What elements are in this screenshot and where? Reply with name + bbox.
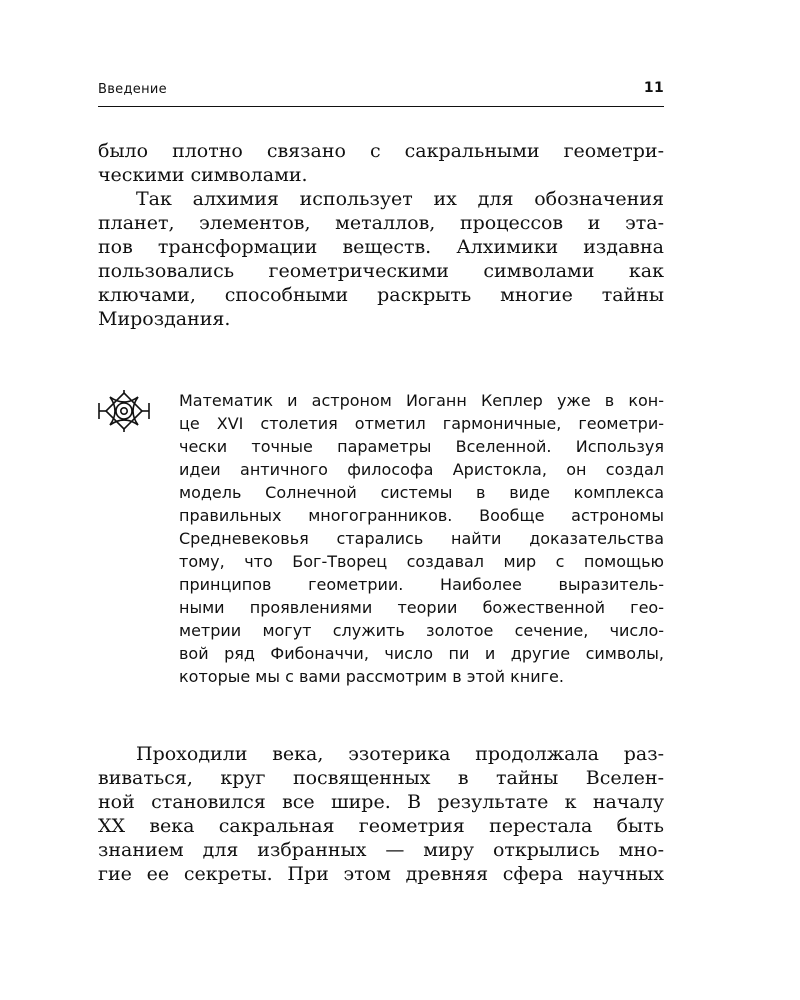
body-line: гие ее секреты. При этом древняя сфера научных <box>98 863 664 885</box>
sidebar-line: принципов геометрии. Наиболее выразитель- <box>179 575 664 594</box>
sidebar-line: Математик и астроном Иоганн Кеплер уже в кон- <box>179 391 664 410</box>
section-title: Введение <box>98 82 167 97</box>
sidebar-line: правильных многогранников. Вообще астрономы <box>179 506 664 525</box>
sidebar-line: идеи античного философа Аристокла, он создал <box>179 460 664 479</box>
intro-line: ключами, способными раскрыть многие тайны <box>98 284 664 306</box>
intro-line: планет, элементов, металлов, процессов и эта- <box>98 212 664 234</box>
page-number: 11 <box>643 80 664 96</box>
intro-line: было плотно связано с сакральными геометри- <box>98 140 664 162</box>
body-line: виваться, круг посвященных в тайны Вселен- <box>98 767 664 789</box>
body-line: Проходили века, эзотерика продолжала раз- <box>136 743 664 765</box>
sidebar-line: тому, что Бог-Творец создавал мир с помощью <box>179 552 664 571</box>
sidebar-line: ными проявлениями теории божественной гео- <box>179 598 664 617</box>
header-rule <box>98 106 664 107</box>
sidebar-line: чески точные параметры Вселенной. Используя <box>179 437 664 456</box>
body-line: ной становился все шире. В результате к началу <box>98 791 664 813</box>
sidebar-line: модель Солнечной системы в виде комплекса <box>179 483 664 502</box>
sidebar-line: це XVI столетия отметил гармоничные, геометри- <box>179 414 664 433</box>
sidebar-line: которые мы с вами рассмотрим в этой книге. <box>179 667 564 686</box>
intro-line: пов трансформации веществ. Алхимики издавна <box>98 236 664 258</box>
intro-line: Так алхимия использует их для обозначения <box>136 188 664 210</box>
intro-line: Мироздания. <box>98 308 231 330</box>
running-head <box>98 80 664 100</box>
celtic-knot-icon <box>97 389 151 433</box>
body-line: знанием для избранных — миру открылись мно- <box>98 839 664 861</box>
intro-line: ческими символами. <box>98 164 308 186</box>
body-line: XX века сакральная геометрия перестала быть <box>98 815 664 837</box>
sidebar-line: вой ряд Фибоначчи, число пи и другие символы, <box>179 644 664 663</box>
sidebar-line: Средневековья старались найти доказательства <box>179 529 664 548</box>
intro-line: пользовались геометрическими символами как <box>98 260 664 282</box>
sidebar-line: метрии могут служить золотое сечение, число- <box>179 621 664 640</box>
